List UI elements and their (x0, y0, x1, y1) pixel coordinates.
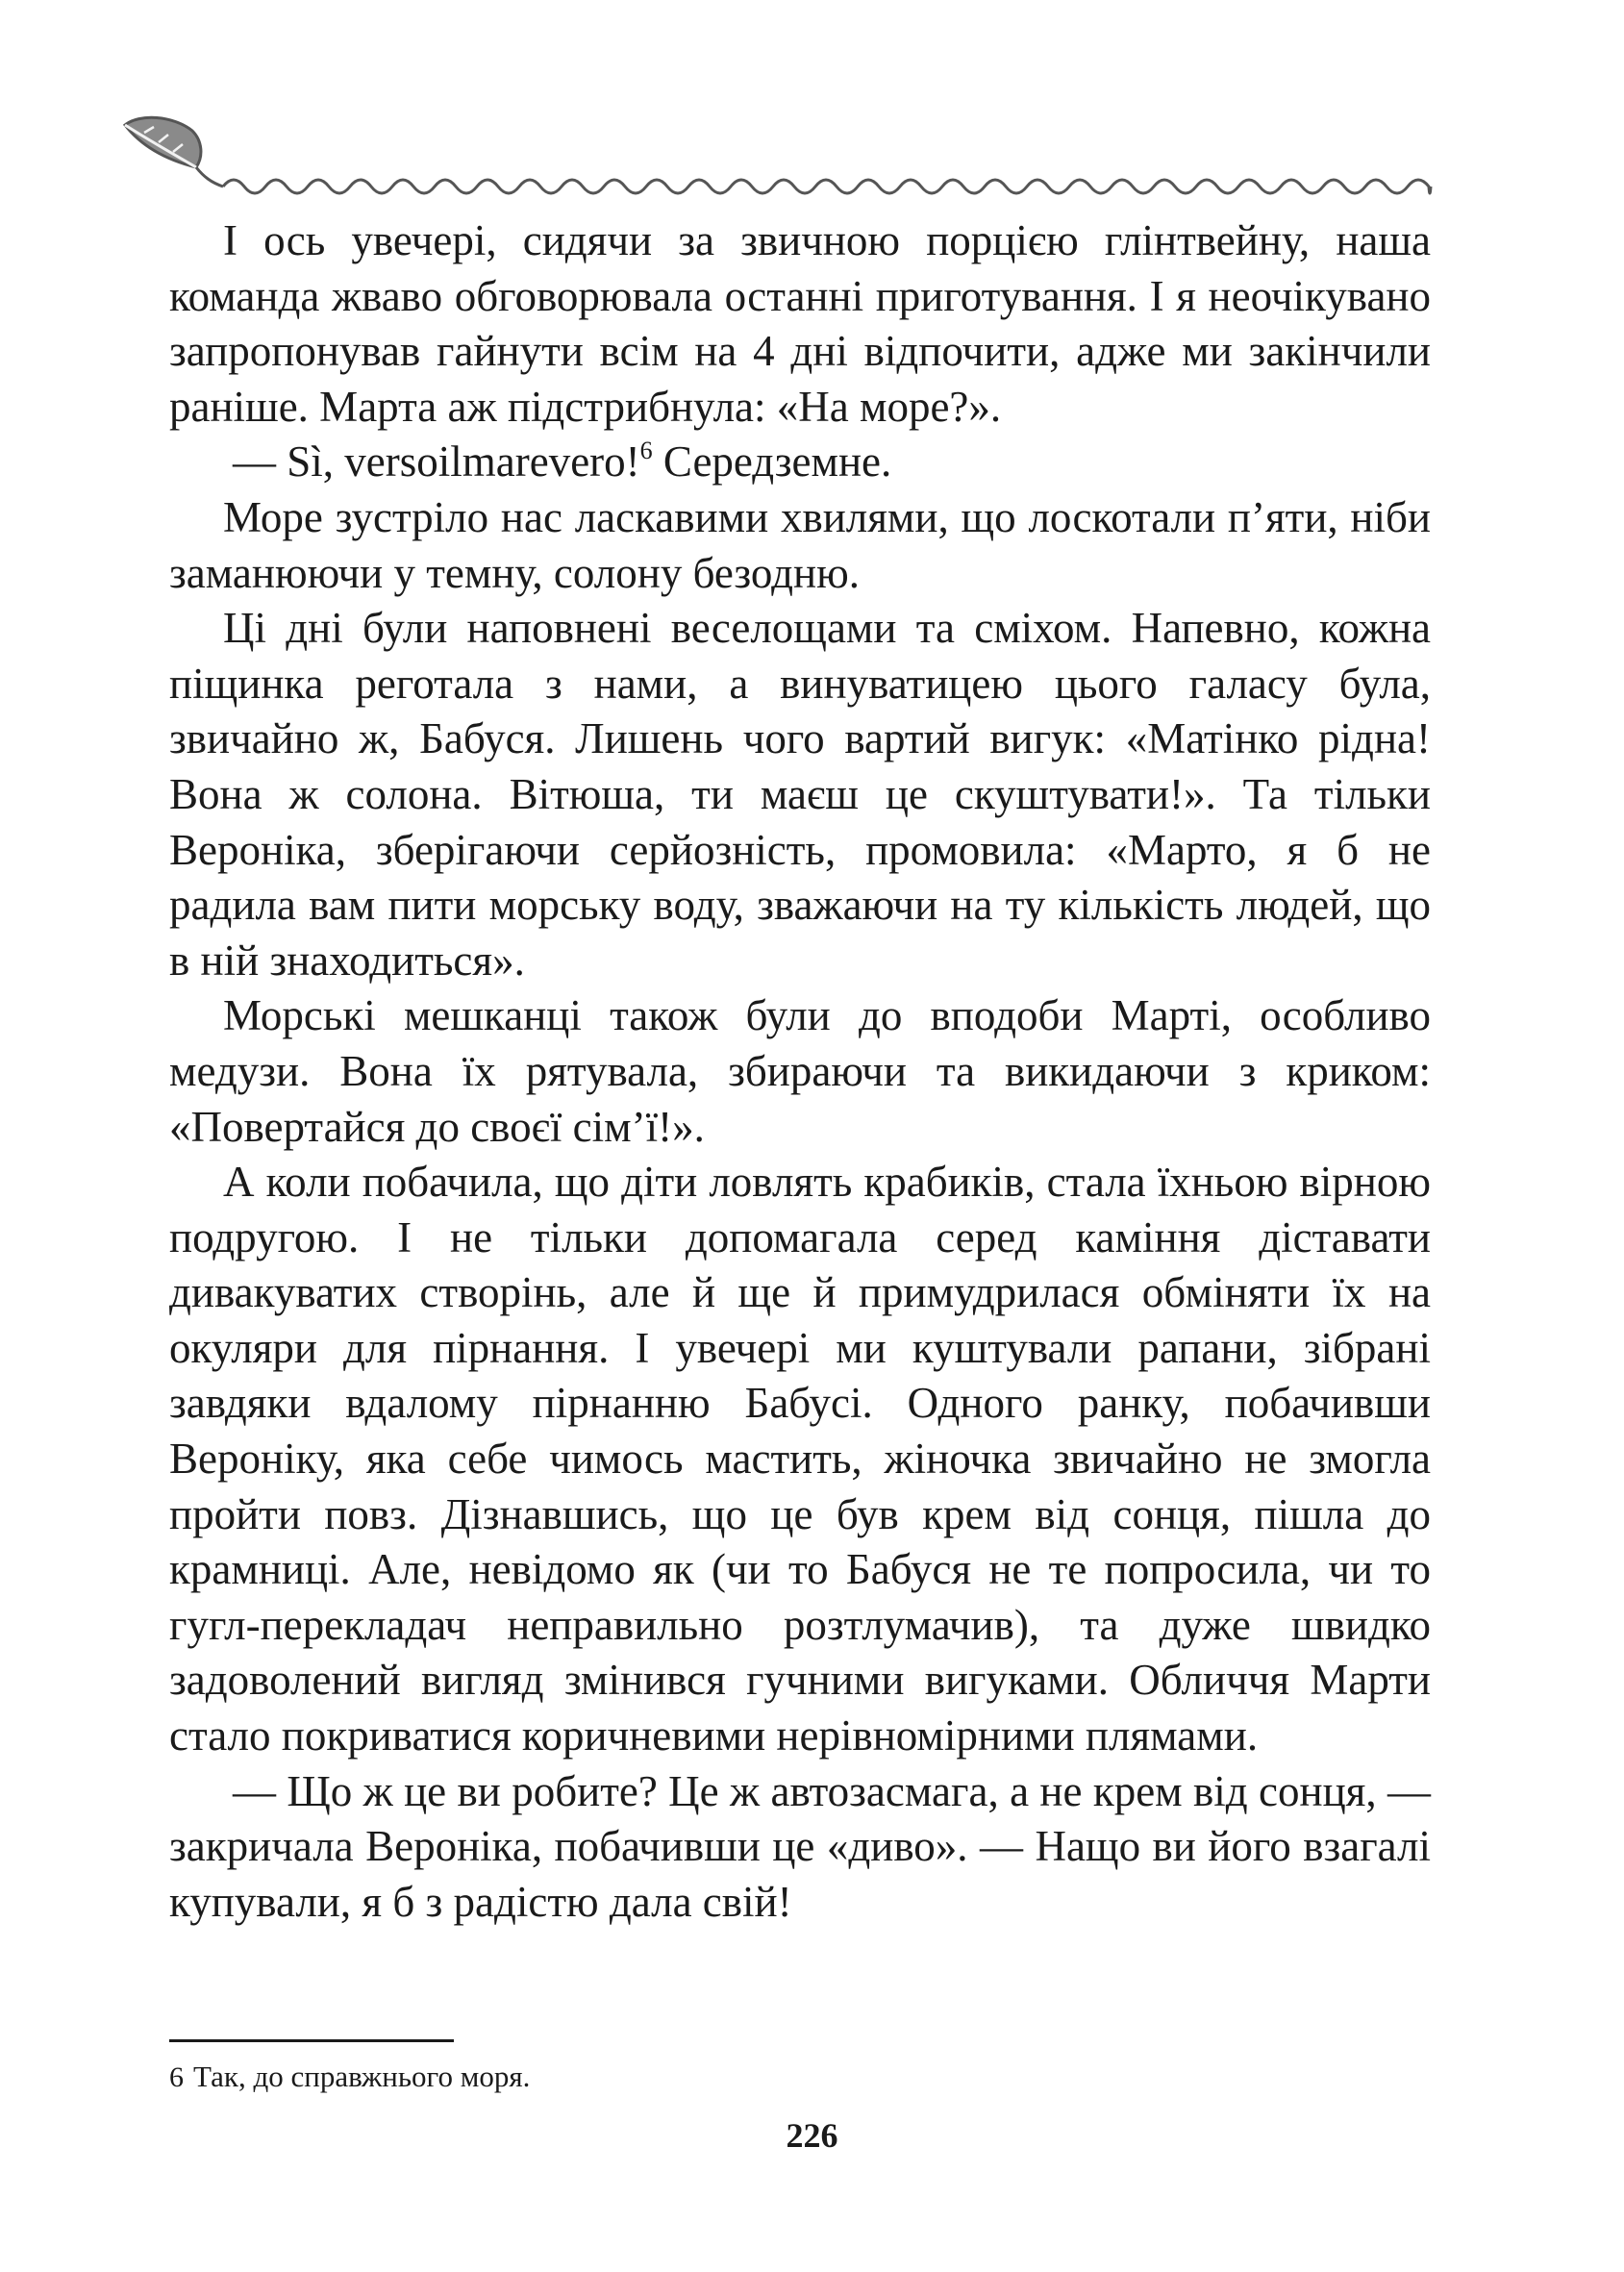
paragraph: Ці дні були наповнені веселощами та сміхом. Напевно, кожна піщинка реготала з нами, а винуватицею цього галасу була, звичайно ж, Бабуся. Лишень чого вартий вигук: «Матінко рідна! Вона ж солона. Вітюша, ти маєш це скуштувати!». Та тільки Вероніка, зберігаючи серйозність, промовила: «Марто, я б не радила вам пити морську воду, зважаючи на ту кількість людей, що в ній знаходиться». (169, 604, 1431, 985)
main-text (169, 213, 1431, 1930)
wave-line (223, 180, 1431, 193)
leaf-wave-ornament (115, 106, 1433, 202)
page-number: 226 (786, 2116, 838, 2155)
paragraph: А коли побачила, що діти ловлять крабиків, стала їхньою вірною подругою. І не тільки допомагала серед каміння діставати дивакуватих створінь, але й ще й примудрилася обміняти їх на окуляри для пірнання. І увечері ми куштували рапани, зібрані завдяки вдалому пірнанню Бабусі. Одного ранку, побачивши Вероніку, яка себе чимось мастить, жіночка звичайно не змогла пройти повз. Дізнавшись, що це був крем від сонця, пішла до крамниці. Але, невідомо як (чи то Бабуся не те попросила, чи то гугл-перекладач неправильно розтлумачив), та дуже швидко задоволений вигляд змінився гучними вигуками. Обличчя Марти стало покриватися коричневими нерівномірними плямами. (169, 1158, 1431, 1760)
paragraph: Море зустріло нас ласкавими хвилями, що лоскотали п’яти, ніби заманюючи у темну, солону безодню. (169, 492, 1431, 597)
footnote (169, 2058, 1131, 2097)
dialogue-text-after: Середземне. (652, 437, 892, 487)
footnote-text: Так, до справжнього моря. (193, 2060, 531, 2093)
footnote-reference: 6 (639, 437, 653, 465)
leaf-icon (125, 117, 223, 187)
paragraph: Морські мешканці також були до вподоби Марті, особливо медузи. Вона їх рятувала, збираючи та викидаючи з криком: «Повертайся до своєї сім’ї!». (169, 991, 1431, 1151)
footnote-divider (169, 2039, 454, 2042)
paragraph: І ось увечері, сидячи за звичною порцією глінтвейну, наша команда жваво обговорювала останні приготування. І я неочікувано запропонував гайнути всім на 4 дні відпочити, адже ми закінчили раніше. Марта аж підстрибнула: «На море?». (169, 216, 1431, 431)
dialogue-paragraph: — Що ж це ви робите? Це ж автозасмага, а не крем від сонця, — закричала Вероніка, побачивши це «диво». — Нащо ви його взагалі купували, я б з радістю дала свій! (169, 1766, 1431, 1926)
dialogue-text: — Sì, versoilmarevero! (233, 437, 640, 487)
footnote-number: 6 (169, 2061, 184, 2093)
dialogue-line (169, 435, 1431, 490)
